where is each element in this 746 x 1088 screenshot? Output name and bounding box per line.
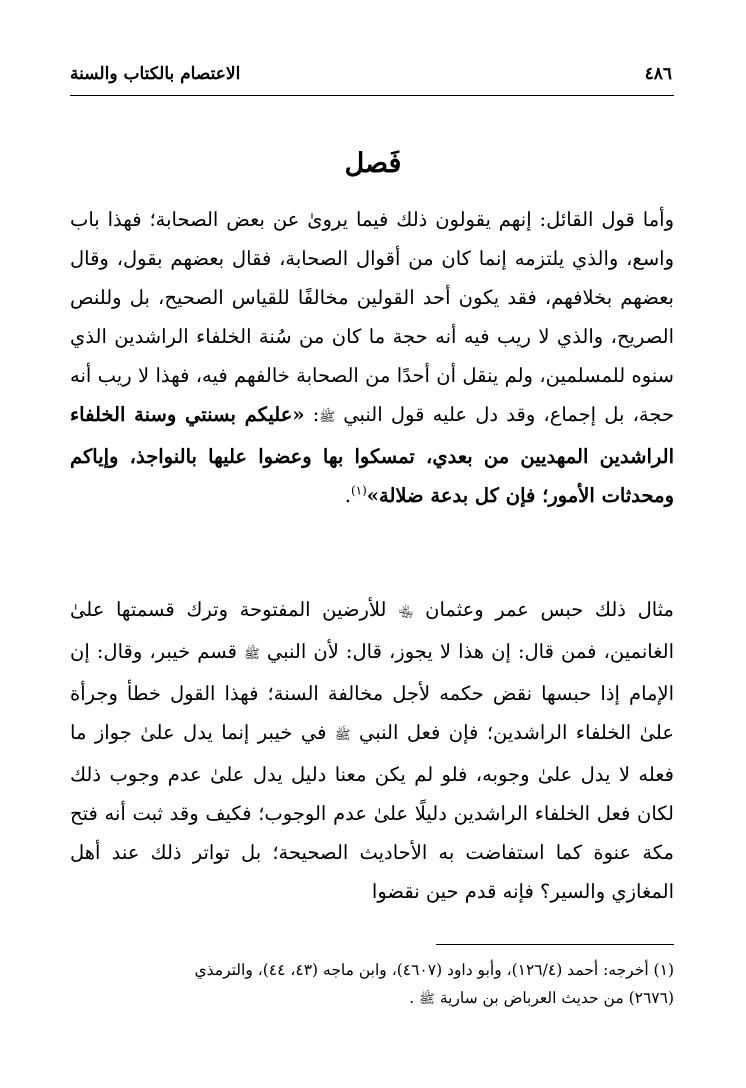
hadith-quote: «عليكم بسنتي وسنة الخلفاء الراشدين المهديين من بعدي، تمسكوا بها وعضوا عليها بالنواجذ، وإياكم ومحدثات الأمور؛ فإن كل بدعة ضلالة»: [70, 403, 674, 507]
paragraph-2-part4: في خيبر إنما يدل علىٰ جواز ما فعله لا يدل علىٰ وجوبه، فلو لم يكن معنا دليل يدل علىٰ عدم وجوب ذلك لكان فعل الخلفاء الراشدين دليلًا علىٰ عدم الوجوب؛ فكيف وقد ثبت أنه فتح مكة عنوة كما استفاضت به الأحاديث الصحيحة؛ بل تواتر ذلك عند أهل المغازي والسير؟ فإنه قدم حين نقضوا: [70, 721, 674, 903]
footnote-line-1: (١) أخرجه: أحمد (١٢٦/٤)، وأبو داود (٤٦٠٧)، وابن ماجه (٤٣، ٤٤)، والترمذي: [194, 961, 674, 979]
paragraph-2-part2: للأرضين المفتوحة وترك قسمتها علىٰ الغانمين، فمن قال: إن هذا لا يجوز، قال: لأن النبي: [70, 598, 674, 663]
paragraph-2-part3: قسم خيبر، وقال: إن الإمام إذا حبسها نقض حكمه لأجل مخالفة السنة؛ فهذا القول خطأ وجرأة علىٰ الخلفاء الراشدين؛ فإن فعل النبي: [70, 640, 675, 744]
paragraph-1: [70, 200, 674, 515]
sentence-end: .: [344, 484, 351, 507]
honorific-symbol: ﵄: [398, 605, 414, 620]
page-number: ٤٨٦: [644, 64, 672, 84]
footnote-divider: [436, 944, 674, 945]
honorific-symbol: ﷺ: [419, 992, 435, 1007]
honorific-symbol: ﷺ: [319, 410, 336, 425]
section-heading: فَصل: [344, 148, 402, 179]
page-header: [70, 64, 672, 94]
honorific-symbol: ﷺ: [334, 728, 351, 743]
footnote-line-2: [70, 984, 674, 1014]
footnote-line-2-text: (٢٦٧٦) من حديث العرباض بن سارية: [439, 989, 674, 1007]
honorific-symbol: ﷺ: [244, 647, 260, 662]
footnote-end: .: [409, 989, 415, 1007]
header-divider: [70, 95, 674, 96]
paragraph-2-part1: مثال ذلك حبس عمر وعثمان: [425, 598, 675, 621]
colon: :: [312, 403, 320, 426]
footnote: [70, 956, 674, 1014]
paragraph-2: [70, 590, 674, 911]
paragraph-1-text: وأما قول القائل: إنهم يقولون ذلك فيما يروىٰ عن بعض الصحابة؛ فهذا باب واسع، والذي يلتزمه إنما كان من أقوال الصحابة، فقال بعضهم بقول، وقال بعضهم بخلافهم، فقد يكون أحد القولين مخالفًا للقياس الصحيح، بل وللنص الصريح، والذي لا ريب فيه أنه حجة ما كان من سُنة الخلفاء الراشدين الذي سنوه للمسلمين، ولم ينقل أن أحدًا من الصحابة خالفهم فيه، فهذا لا ريب أنه حجة، بل إجماع، وقد دل عليه قول النبي: [70, 208, 675, 426]
running-title: الاعتصام بالكتاب والسنة: [70, 64, 241, 84]
footnote-reference[interactable]: (١): [350, 483, 367, 498]
